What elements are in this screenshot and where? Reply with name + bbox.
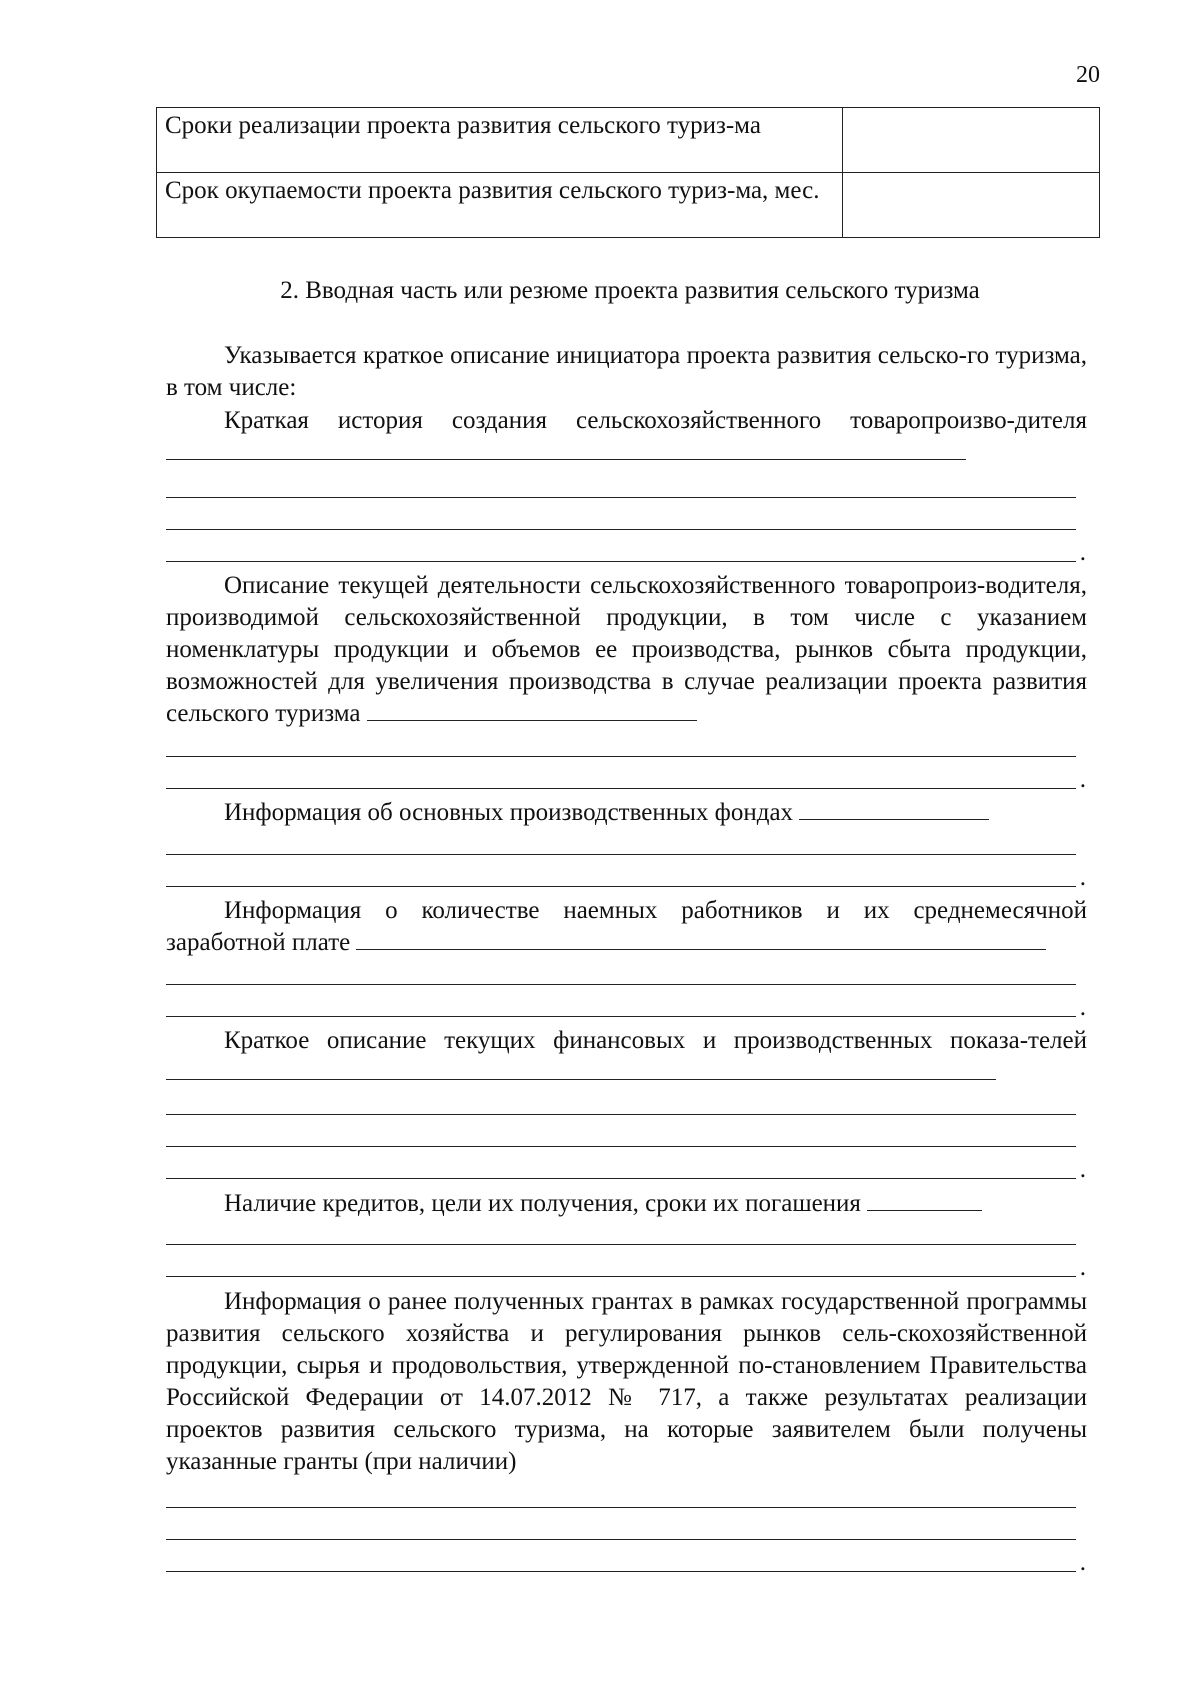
table-cell-value[interactable]	[843, 173, 1100, 238]
answer-line[interactable]	[166, 984, 1076, 985]
page-number: 20	[1076, 62, 1100, 88]
intro-text: Указывается краткое описание инициатора проекта развития сельско-го туризма, в том числе:	[166, 342, 1087, 401]
section-title: 2. Вводная часть или резюме проекта развития сельского туризма	[280, 277, 980, 304]
field-grants	[166, 1286, 1087, 1478]
field-financials-blank[interactable]	[166, 1061, 996, 1080]
answer-line[interactable]	[166, 1571, 1076, 1572]
answer-line[interactable]	[166, 529, 1076, 530]
answer-line[interactable]	[166, 788, 1076, 789]
project-info-table	[156, 107, 1100, 238]
answer-line[interactable]	[166, 886, 1076, 887]
answer-line[interactable]	[166, 1276, 1076, 1277]
field-activity-blank[interactable]	[367, 702, 697, 721]
field-financials	[166, 1025, 1087, 1089]
field-credits-blank[interactable]	[867, 1192, 982, 1211]
answer-line[interactable]	[166, 1244, 1076, 1245]
table-cell-value[interactable]	[843, 108, 1100, 173]
field-history	[166, 405, 1087, 469]
answer-line[interactable]	[166, 497, 1076, 498]
table-row	[157, 108, 1100, 173]
answer-line[interactable]	[166, 1114, 1076, 1115]
field-activity-label: Описание текущей деятельности сельскохозяйственного товаропроиз-водителя, производимой сельскохозяйственной продукции, в том числе с указанием номенклатуры продукции и объемов ее производства, рынков сбыта продукции, возможностей для увеличения производства в случае реализации проекта развития сельского туризма	[166, 572, 1087, 727]
answer-line[interactable]	[166, 756, 1076, 757]
answer-line[interactable]	[166, 1016, 1076, 1017]
field-grants-label: Информация о ранее полученных грантах в рамках государственной программы развития сельского хозяйства и регулирования рынков сель-скохозяйственной продукции, сырья и продовольствия, утвержденной по-становлением Правительства Российской Федерации от 14.07.2012 № 717, а также результатах реализации проектов развития сельского туризма, на которые заявителем были получены указанные гранты (при наличии)	[166, 1288, 1087, 1475]
field-credits-label: Наличие кредитов, цели их получения, сроки их погашения	[224, 1190, 861, 1217]
field-assets-blank[interactable]	[799, 801, 989, 820]
field-employees-blank[interactable]	[356, 931, 1046, 950]
answer-line[interactable]	[166, 1146, 1076, 1147]
table-cell-label: Сроки реализации проекта развития сельского туриз-ма	[157, 108, 843, 173]
field-financials-label: Краткое описание текущих финансовых и производственных показа-телей	[224, 1027, 1087, 1054]
field-assets	[166, 797, 1087, 829]
field-employees	[166, 895, 1087, 959]
intro-paragraph	[166, 340, 1087, 404]
table-cell-label: Срок окупаемости проекта развития сельского туриз-ма, мес.	[157, 173, 843, 238]
answer-line[interactable]	[166, 1507, 1076, 1508]
field-history-blank[interactable]	[166, 441, 966, 460]
field-assets-label: Информация об основных производственных фондах	[224, 799, 794, 826]
field-activity	[166, 570, 1087, 730]
answer-line[interactable]	[166, 854, 1076, 855]
answer-line[interactable]	[166, 1539, 1076, 1540]
table-row	[157, 173, 1100, 238]
field-history-label: Краткая история создания сельскохозяйственного товаропроизво-дителя	[224, 407, 1087, 434]
answer-line[interactable]	[166, 561, 1076, 562]
field-employees-label: Информация о количестве наемных работников и их среднемесячной заработной плате	[166, 897, 1087, 956]
field-credits	[166, 1188, 1087, 1220]
answer-line[interactable]	[166, 1178, 1076, 1179]
